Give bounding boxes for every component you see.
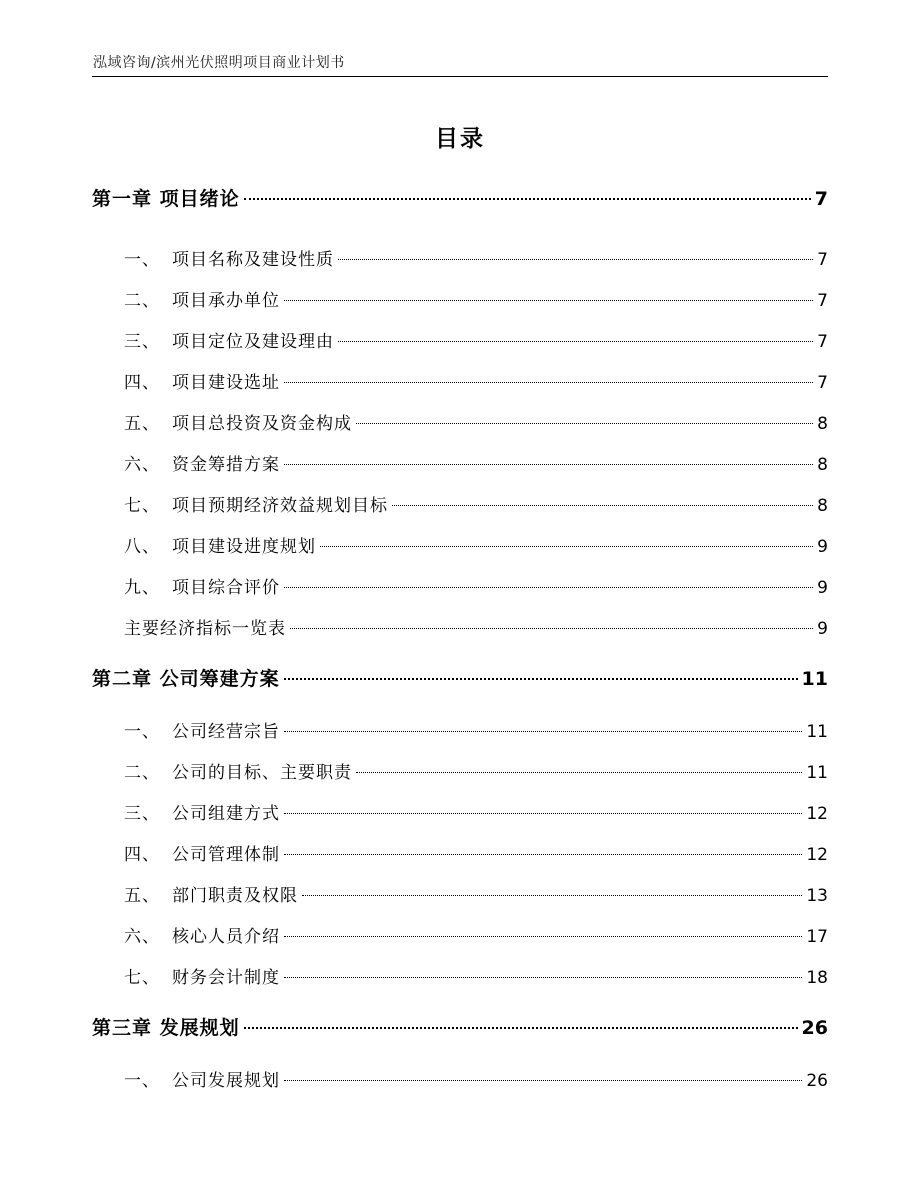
dot-leader [338, 242, 813, 260]
toc-page-number: 11 [801, 668, 828, 690]
toc-chapter-entry[interactable] [92, 184, 828, 211]
toc-page-number: 9 [817, 619, 828, 639]
toc-section-entry[interactable] [92, 409, 828, 434]
toc-entry-number: 五、 [124, 886, 160, 906]
dot-leader [284, 919, 802, 937]
toc-page-number: 9 [817, 537, 828, 557]
dot-leader [284, 365, 813, 383]
toc-page-number: 7 [817, 291, 828, 311]
toc-page-number: 7 [817, 332, 828, 352]
dot-leader [244, 179, 811, 200]
toc-entry-text: 项目定位及建设理由 [172, 332, 334, 352]
dot-leader [284, 837, 802, 855]
toc-entry-label [124, 881, 298, 906]
toc-page-number: 8 [817, 455, 828, 475]
toc-section-entry[interactable] [92, 1066, 828, 1091]
toc-entry-number: 一、 [124, 250, 160, 270]
toc-entry-label [92, 1013, 240, 1040]
dot-leader [392, 488, 813, 506]
dot-leader [284, 1063, 802, 1081]
dot-leader [244, 1008, 798, 1029]
toc-entry-number: 一、 [124, 1071, 160, 1091]
toc-page-number: 7 [817, 250, 828, 270]
toc-page-number: 7 [814, 188, 828, 210]
dot-leader [284, 714, 802, 732]
dot-leader [284, 283, 813, 301]
toc-title: 目录 [435, 126, 485, 152]
toc-entry-label [124, 799, 280, 824]
toc-page-number: 11 [806, 722, 828, 742]
toc-entry-number: 六、 [124, 927, 160, 947]
toc-entry-text: 资金筹措方案 [172, 455, 280, 475]
dot-leader [320, 529, 813, 547]
toc-section-entry[interactable] [92, 963, 828, 988]
toc-page-number: 17 [806, 927, 828, 947]
toc-entry-number: 一、 [124, 722, 160, 742]
toc-entry-label [124, 758, 352, 783]
dot-leader [284, 659, 798, 680]
toc-entry-text: 公司经营宗旨 [172, 722, 280, 742]
toc-entry-label [124, 245, 334, 270]
header-divider [92, 76, 828, 77]
toc-section-entry[interactable] [92, 491, 828, 516]
toc-section-entry[interactable] [92, 922, 828, 947]
toc-entry-text: 财务会计制度 [172, 968, 280, 988]
dot-leader [290, 611, 813, 629]
toc-entry-number: 三、 [124, 804, 160, 824]
toc-entry-text: 核心人员介绍 [172, 927, 280, 947]
toc-entry-text: 第一章 项目绪论 [92, 188, 240, 210]
dot-leader [356, 755, 802, 773]
toc-entry-text: 主要经济指标一览表 [124, 619, 286, 639]
toc-section-entry[interactable] [92, 532, 828, 557]
toc-entry-number: 七、 [124, 496, 160, 516]
toc-entry-label [92, 664, 280, 691]
toc-section-entry[interactable] [92, 840, 828, 865]
toc-entry-label [124, 840, 280, 865]
toc-entry-text: 项目承办单位 [172, 291, 280, 311]
toc-page-number: 26 [806, 1071, 828, 1091]
toc-entry-text: 公司发展规划 [172, 1071, 280, 1091]
toc-entry-label [92, 184, 240, 211]
toc-entry-label [124, 368, 280, 393]
toc-section-entry[interactable] [92, 450, 828, 475]
toc-section-entry[interactable] [92, 799, 828, 824]
toc-entry-text: 项目总投资及资金构成 [172, 414, 352, 434]
running-header: 泓域咨询/滨州光伏照明项目商业计划书 [93, 55, 345, 71]
toc-section-entry[interactable] [92, 327, 828, 352]
toc-page-number: 12 [806, 804, 828, 824]
toc-entry-number: 六、 [124, 455, 160, 475]
toc-entry-text: 第三章 发展规划 [92, 1017, 240, 1039]
toc-page-number: 9 [817, 578, 828, 598]
toc-entry-text: 公司管理体制 [172, 845, 280, 865]
dot-leader [284, 447, 813, 465]
toc-entry-text: 项目预期经济效益规划目标 [172, 496, 388, 516]
toc-section-entry[interactable] [92, 368, 828, 393]
dot-leader [338, 324, 813, 342]
toc-entry-text: 项目名称及建设性质 [172, 250, 334, 270]
toc-page-number: 8 [817, 414, 828, 434]
toc-entry-label [124, 532, 316, 557]
toc-entry-number: 九、 [124, 578, 160, 598]
toc-section-entry[interactable] [92, 245, 828, 270]
toc-entry-number: 八、 [124, 537, 160, 557]
dot-leader [284, 960, 802, 978]
toc-entry-label [124, 409, 352, 434]
toc-entry-text: 项目建设进度规划 [172, 537, 316, 557]
toc-entry-label [124, 922, 280, 947]
toc-entry-label [124, 327, 334, 352]
dot-leader [356, 406, 813, 424]
toc-entry-label [124, 491, 388, 516]
toc-entry-text: 项目综合评价 [172, 578, 280, 598]
toc-entry-label [124, 614, 286, 639]
toc-entry-label [124, 450, 280, 475]
toc-entry-number: 四、 [124, 373, 160, 393]
dot-leader [302, 878, 802, 896]
toc-entry-text: 部门职责及权限 [172, 886, 298, 906]
toc-entry-number: 四、 [124, 845, 160, 865]
dot-leader [284, 796, 802, 814]
toc-chapter-entry[interactable] [92, 1013, 828, 1040]
toc-entry-label [124, 963, 280, 988]
toc-entry-label [124, 717, 280, 742]
toc-page-number: 12 [806, 845, 828, 865]
toc-section-entry[interactable] [92, 881, 828, 906]
toc-entry-number: 七、 [124, 968, 160, 988]
toc-page-number: 26 [801, 1017, 828, 1039]
toc-section-entry[interactable] [92, 286, 828, 311]
toc-page-number: 18 [806, 968, 828, 988]
toc-entry-number: 二、 [124, 291, 160, 311]
toc-entry-number: 五、 [124, 414, 160, 434]
toc-page-number: 11 [806, 763, 828, 783]
toc-page-number: 13 [806, 886, 828, 906]
toc-page-number: 8 [817, 496, 828, 516]
toc-section-entry[interactable] [92, 614, 828, 639]
toc-page-number: 7 [817, 373, 828, 393]
toc-entry-label [124, 573, 280, 598]
toc-entry-number: 二、 [124, 763, 160, 783]
toc-entry-text: 项目建设选址 [172, 373, 280, 393]
toc-entry-text: 公司组建方式 [172, 804, 280, 824]
toc-section-entry[interactable] [92, 758, 828, 783]
toc-entry-text: 第二章 公司筹建方案 [92, 668, 280, 690]
toc-entry-text: 公司的目标、主要职责 [172, 763, 352, 783]
toc-entry-number: 三、 [124, 332, 160, 352]
toc-section-entry[interactable] [92, 717, 828, 742]
dot-leader [284, 570, 813, 588]
toc-entry-label [124, 1066, 280, 1091]
toc-chapter-entry[interactable] [92, 664, 828, 691]
toc-section-entry[interactable] [92, 573, 828, 598]
toc-entry-label [124, 286, 280, 311]
